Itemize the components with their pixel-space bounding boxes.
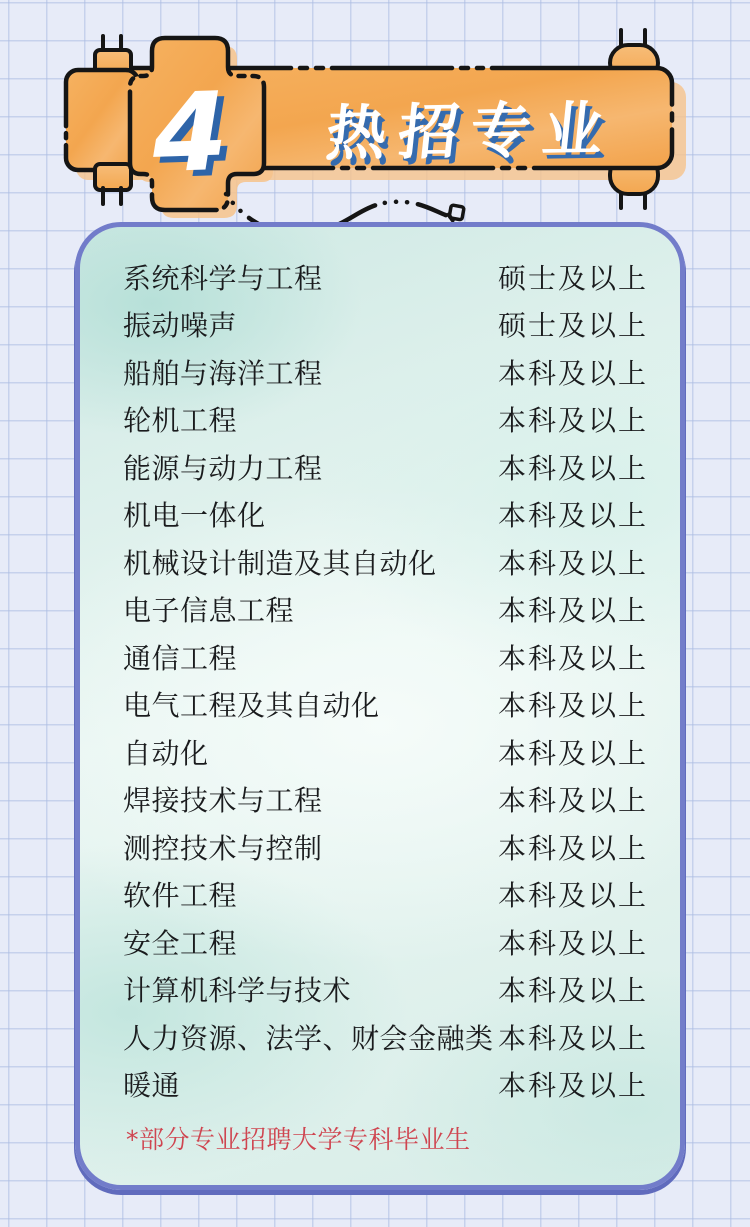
table-row	[123, 823, 662, 871]
degree-requirement: 本科及以上	[498, 784, 649, 818]
major-name: 计算机科学与技术	[123, 974, 352, 1008]
page-title: 热招专业	[322, 94, 619, 170]
major-name: 振动噪声	[123, 309, 238, 343]
degree-requirement: 本科及以上	[498, 1069, 649, 1103]
table-row	[123, 776, 662, 824]
major-name: 轮机工程	[123, 404, 238, 438]
major-name: 系统科学与工程	[123, 261, 323, 295]
table-row	[123, 728, 662, 776]
footnote: *部分专业招聘大学专科毕业生	[126, 1125, 471, 1154]
table-row	[123, 966, 662, 1014]
table-row	[123, 348, 662, 396]
table-row	[123, 871, 662, 919]
major-name: 测控技术与控制	[123, 831, 323, 865]
table-row	[123, 443, 662, 491]
degree-requirement: 本科及以上	[498, 879, 649, 913]
degree-requirement: 本科及以上	[498, 641, 649, 675]
table-row	[123, 1013, 662, 1061]
majors-card	[75, 222, 685, 1190]
major-name: 暖通	[123, 1069, 181, 1103]
pen-nib-icon	[448, 205, 464, 222]
degree-requirement: 本科及以上	[498, 689, 649, 723]
degree-requirement: 本科及以上	[498, 499, 649, 533]
table-row	[123, 586, 662, 634]
table-row	[123, 491, 662, 539]
major-name: 船舶与海洋工程	[123, 356, 323, 390]
table-row	[123, 301, 662, 349]
degree-requirement: 本科及以上	[498, 451, 649, 485]
degree-requirement: 本科及以上	[498, 546, 649, 580]
table-row	[123, 918, 662, 966]
table-row	[123, 681, 662, 729]
major-name: 软件工程	[123, 879, 238, 913]
degree-requirement: 硕士及以上	[498, 309, 649, 343]
table-row	[123, 633, 662, 681]
major-name: 电气工程及其自动化	[123, 689, 380, 723]
table-row	[123, 253, 662, 301]
table-row	[123, 396, 662, 444]
badge-number: 4	[150, 69, 230, 197]
major-name: 通信工程	[123, 641, 238, 675]
major-name: 焊接技术与工程	[123, 784, 323, 818]
major-name: 自动化	[123, 736, 209, 770]
scroll-left-icon	[66, 36, 138, 204]
major-name: 机电一体化	[123, 499, 266, 533]
major-name: 能源与动力工程	[123, 451, 323, 485]
degree-requirement: 本科及以上	[498, 831, 649, 865]
degree-requirement: 本科及以上	[498, 736, 649, 770]
major-name: 人力资源、法学、财会金融类	[123, 1021, 494, 1055]
degree-requirement: 本科及以上	[498, 356, 649, 390]
table-row	[123, 1061, 662, 1109]
degree-requirement: 本科及以上	[498, 404, 649, 438]
degree-requirement: 本科及以上	[498, 1021, 649, 1055]
degree-requirement: 本科及以上	[498, 594, 649, 628]
degree-requirement: 本科及以上	[498, 974, 649, 1008]
degree-requirement: 硕士及以上	[498, 261, 649, 295]
majors-list	[123, 253, 662, 1108]
major-name: 安全工程	[123, 926, 238, 960]
table-row	[123, 538, 662, 586]
major-name: 机械设计制造及其自动化	[123, 546, 437, 580]
major-name: 电子信息工程	[123, 594, 295, 628]
degree-requirement: 本科及以上	[498, 926, 649, 960]
